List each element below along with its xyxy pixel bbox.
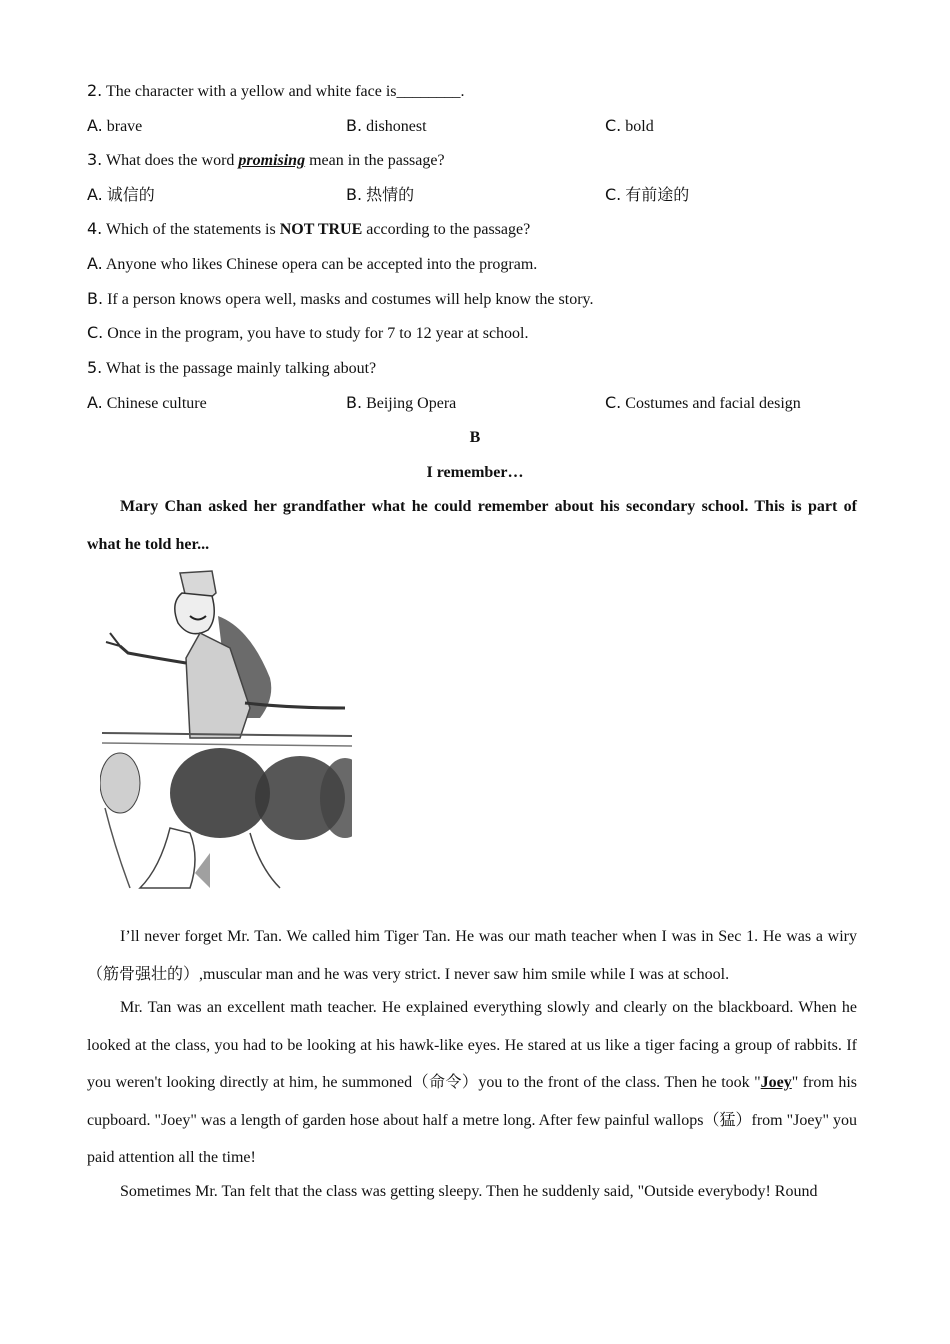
q5-option-c: C. Costumes and facial design xyxy=(605,393,801,412)
q4-option-a: A. Anyone who likes Chinese opera can be accepted into the program. xyxy=(87,254,538,273)
q5-option-b: B. Beijing Opera xyxy=(346,393,457,412)
q2-option-b: B. dishonest xyxy=(346,116,427,135)
question-2-text: The character with a yellow and white face is________. xyxy=(105,83,465,100)
q3-option-c: C. 有前途的 xyxy=(605,185,690,204)
q5-option-a: A. Chinese culture xyxy=(87,393,207,412)
q4-option-b: B. If a person knows opera well, masks and costumes will help know the story. xyxy=(87,289,594,308)
q3-option-b: B. 热情的 xyxy=(346,185,415,204)
section-letter: B xyxy=(469,429,481,446)
q2-option-a: A. brave xyxy=(87,116,143,135)
keyword-joey: Joey xyxy=(760,1074,792,1091)
section-title: I remember… xyxy=(426,464,524,481)
q2-option-c: C. bold xyxy=(605,116,654,135)
question-5: 5. What is the passage mainly talking about? xyxy=(87,358,377,377)
question-3: 3. What does the word promising mean in the passage? xyxy=(87,150,445,169)
question-4: 4. Which of the statements is NOT TRUE according to the passage? xyxy=(87,219,531,238)
question-2: 2. The character with a yellow and white face is________. xyxy=(87,81,465,100)
keyword-not-true: NOT TRUE xyxy=(279,221,363,238)
teacher-illustration xyxy=(100,568,352,893)
paragraph-3: Sometimes Mr. Tan felt that the class was getting sleepy. Then he suddenly said, "Outside everybody! Round xyxy=(120,1183,818,1200)
q3-option-a: A. 诚信的 xyxy=(87,185,155,204)
section-intro: Mary Chan asked her grandfather what he could remember about his secondary school. This is part of what he told her... xyxy=(87,498,857,553)
keyword-promising: promising xyxy=(238,152,306,169)
q4-option-c: C. Once in the program, you have to study for 7 to 12 year at school. xyxy=(87,323,529,342)
question-5-text: What is the passage mainly talking about? xyxy=(105,360,377,377)
paragraph-2: Mr. Tan was an excellent math teacher. He explained everything slowly and clearly on the blackboard. When he looked at the class, you had to be looking at his hawk-like eyes. He stared at us like a tiger facing a group of rabbits. If you weren't looking directly at him, he summoned（命令）you to the front of the class. Then he took "Joey" from his cupboard. "Joey" was a length of garden hose about half a metre long. After few painful wallops（猛）from "Joey" you paid attention all the time! xyxy=(87,999,857,1166)
paragraph-1: I’ll never forget Mr. Tan. We called him Tiger Tan. He was our math teacher when I was in Sec 1. He was a wiry（筋骨强壮的）,muscular man and he was very strict. I never saw him smile while I was at school. xyxy=(87,928,857,983)
